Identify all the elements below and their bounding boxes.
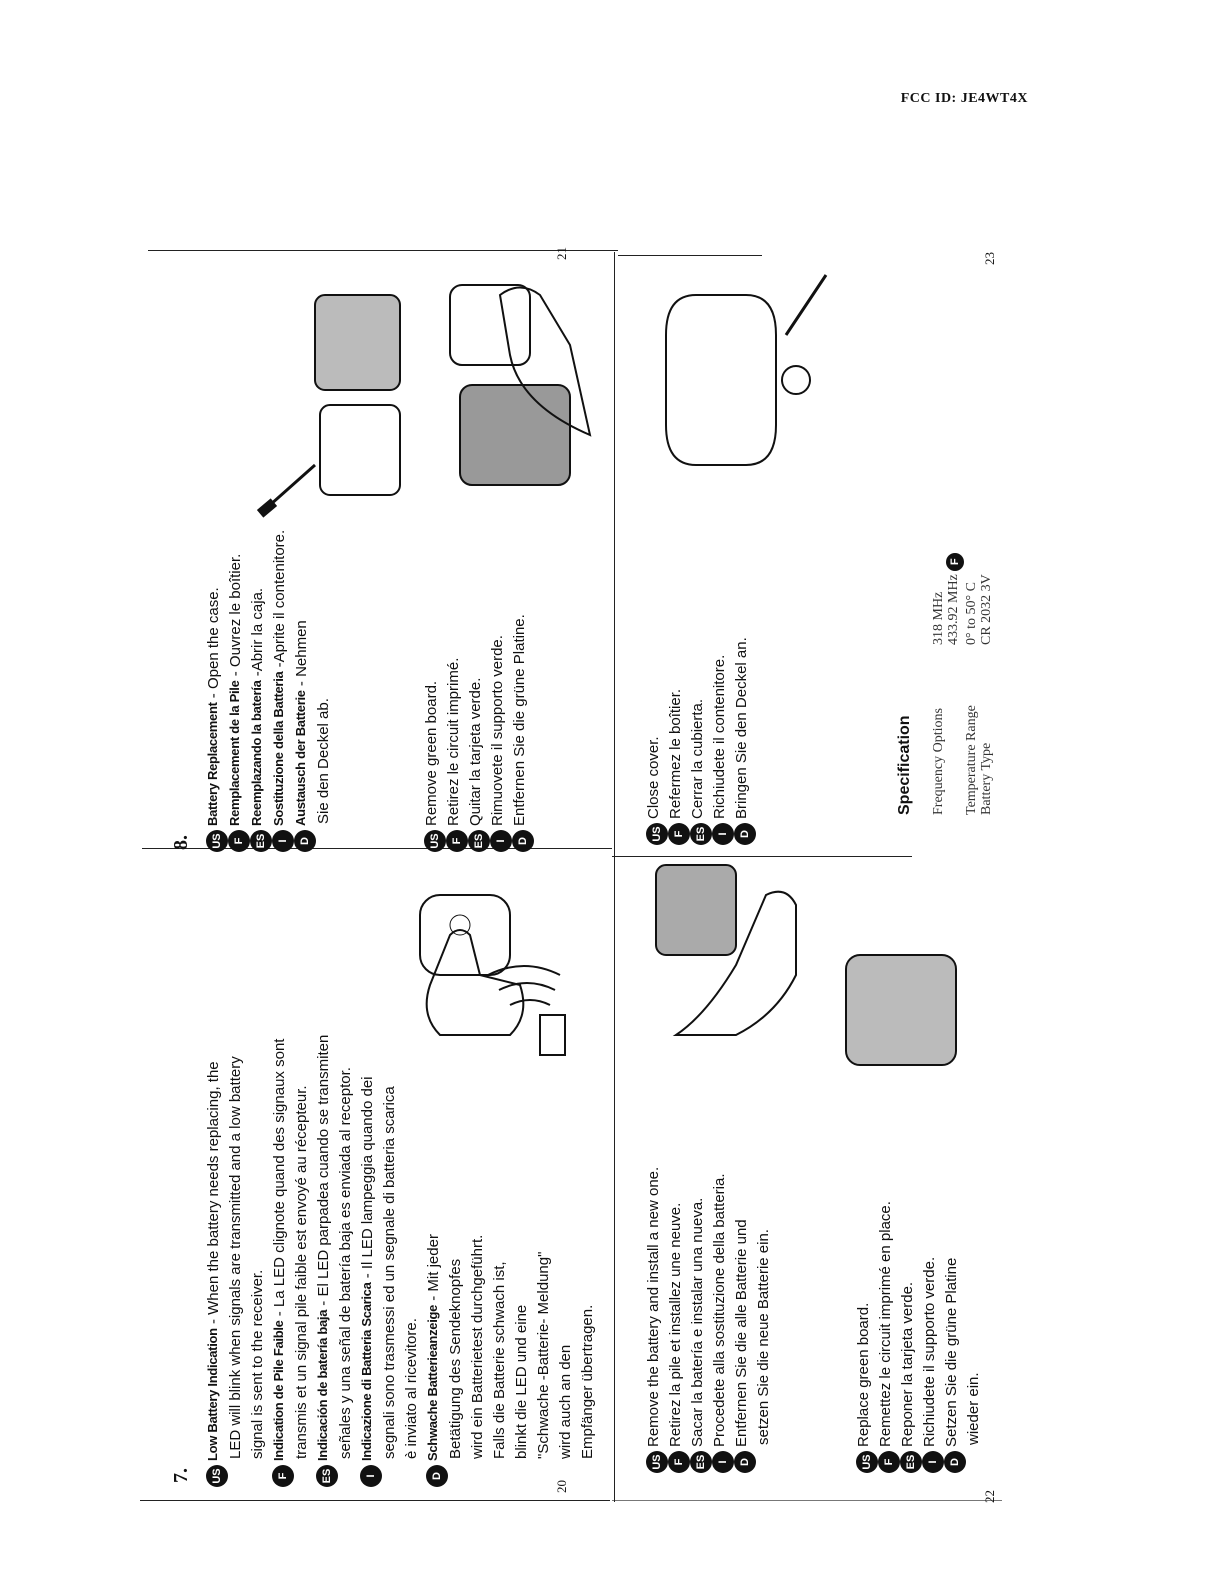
replace-board-text: US Replace green board. F Remettez le circuit imprimé en place. ES Reponer la tarjeta verde. I Richiudete il supporto verde. D Setzen Sie die grüne Platine wieder ein. — [856, 1201, 988, 1473]
open-case-illustration — [290, 285, 440, 505]
lang-badge-f: F — [668, 823, 690, 845]
lang-badge-f: F — [272, 1465, 294, 1487]
page-number-21: 21 — [554, 247, 569, 260]
remove-green-board-text: US Remove green board. F Retirez le circuit imprimé. ES Quitar la tarjeta verde. I Rimuovete il supporto verde. D Entfernen Sie die grüne Platine. — [424, 614, 534, 852]
lang-badge-f: F — [668, 1451, 690, 1473]
specification-title: Specification — [896, 715, 913, 815]
lang-badge-us: US — [206, 830, 228, 852]
spec-row: Battery Type CR 2032 3V — [979, 574, 994, 815]
lang-badge-f: F — [228, 830, 250, 852]
replace-battery-illustration — [646, 855, 966, 1075]
page-number-22: 22 — [982, 1490, 997, 1503]
panel-steps-7-8-rotated — [140, 235, 622, 1505]
lang-badge-d: D — [426, 1465, 448, 1487]
fcc-id: FCC ID: JE4WT4X — [900, 91, 1028, 106]
lang-badge-us: US — [646, 1451, 668, 1473]
lang-badge-es: ES — [316, 1465, 338, 1487]
lang-badge-d: D — [944, 1451, 966, 1473]
spec-row: Frequency Options 318 MHz — [931, 591, 946, 815]
lang-badge-es: ES — [690, 823, 712, 845]
lang-badge-d: D — [734, 823, 756, 845]
step-7-text: US Low Battery Indication - When the battery needs replacing, the LED will blink when signals are transmitted and a low battery signal is sent to the receiver. F Indication de Pile Faible - La LED clignote quand des signaux sont transmis et un signal pile faible est envoyé au récepteur. ES Indicación de batería baja - El LED parpadea cuando se transmiten señales y una señal de batería baja es enviada al receptor. I Indicazione di Batteria Scarica - Il LED lampeggia quando dei segnali sono trasmessi ed un segnale di batteria scarica è inviato al ricevitore. D Schwache Batterieanzeige - Mit jeder Betätigung des Sendeknopfes wird ein Batterietest durchgeführt. Falls die Batterie schwach ist, blinkt die LED und eine "Schwache -Batterie- Meldung" wird auch an den Empfänger übertragen. — [206, 1035, 602, 1487]
lang-badge-es: ES — [900, 1451, 922, 1473]
lang-badge-i: I — [490, 830, 512, 852]
remove-battery-text: US Remove the battery and install a new one. F Retirez la pile et installez une neuve. ES Sacar la batería e instalar una nueva. I Procedete alla sostituzione della batteria. D Entfernen Sie die alle Batterie und setzen Sie die neue Batterie ein. — [646, 1167, 778, 1473]
panel-steps-9-12-rotated — [626, 235, 1006, 1505]
lang-badge-us: US — [206, 1465, 228, 1487]
press-button-illustration — [400, 875, 580, 1075]
remove-board-illustration — [440, 275, 600, 495]
step-8-number: 8. — [170, 835, 192, 850]
page-number-20: 20 — [554, 1480, 569, 1493]
lang-badge-us: US — [856, 1451, 878, 1473]
lang-badge-f: F — [946, 553, 964, 571]
spec-row: Temperature Range 0° to 50° C — [964, 582, 979, 815]
spec-divider — [921, 565, 922, 595]
lang-badge-i: I — [712, 1451, 734, 1473]
lang-badge-f: F — [446, 830, 468, 852]
lang-badge-i: I — [272, 830, 294, 852]
lang-badge-i: I — [360, 1465, 382, 1487]
step-8-text: US Battery Replacement - Open the case. F Remplacement de la Pile - Ouvrez le boîtier. ES Reemplazando la batería -Abrir la caja. I Sostituzione della Batteria -Aprite il contenitore. D Austausch der Batterie - Nehmen Sie den Deckel ab. — [206, 530, 338, 852]
step-7-number: 7. — [170, 1468, 192, 1483]
page-number-23: 23 — [982, 252, 997, 265]
lang-badge-i: I — [922, 1451, 944, 1473]
lang-badge-us: US — [424, 830, 446, 852]
panel-steps-9-12 — [626, 235, 1006, 1505]
specification-table — [931, 549, 994, 815]
spec-row: 433.92 MHz F — [946, 549, 964, 815]
close-cover-illustration — [656, 285, 816, 485]
lang-badge-d: D — [734, 1451, 756, 1473]
lang-badge-us: US — [646, 823, 668, 845]
lang-badge-i: I — [712, 823, 734, 845]
lang-badge-es: ES — [250, 830, 272, 852]
lang-badge-d: D — [294, 830, 316, 852]
lang-badge-d: D — [512, 830, 534, 852]
lang-badge-f: F — [878, 1451, 900, 1473]
lang-badge-es: ES — [690, 1451, 712, 1473]
lang-badge-es: ES — [468, 830, 490, 852]
panel-steps-7-8 — [140, 235, 622, 1505]
close-cover-text: US Close cover. F Refermez le boîtier. ES Cerrar la cubierta. I Richiudete il contenitore. D Bringen Sie den Deckel an. — [646, 637, 756, 845]
